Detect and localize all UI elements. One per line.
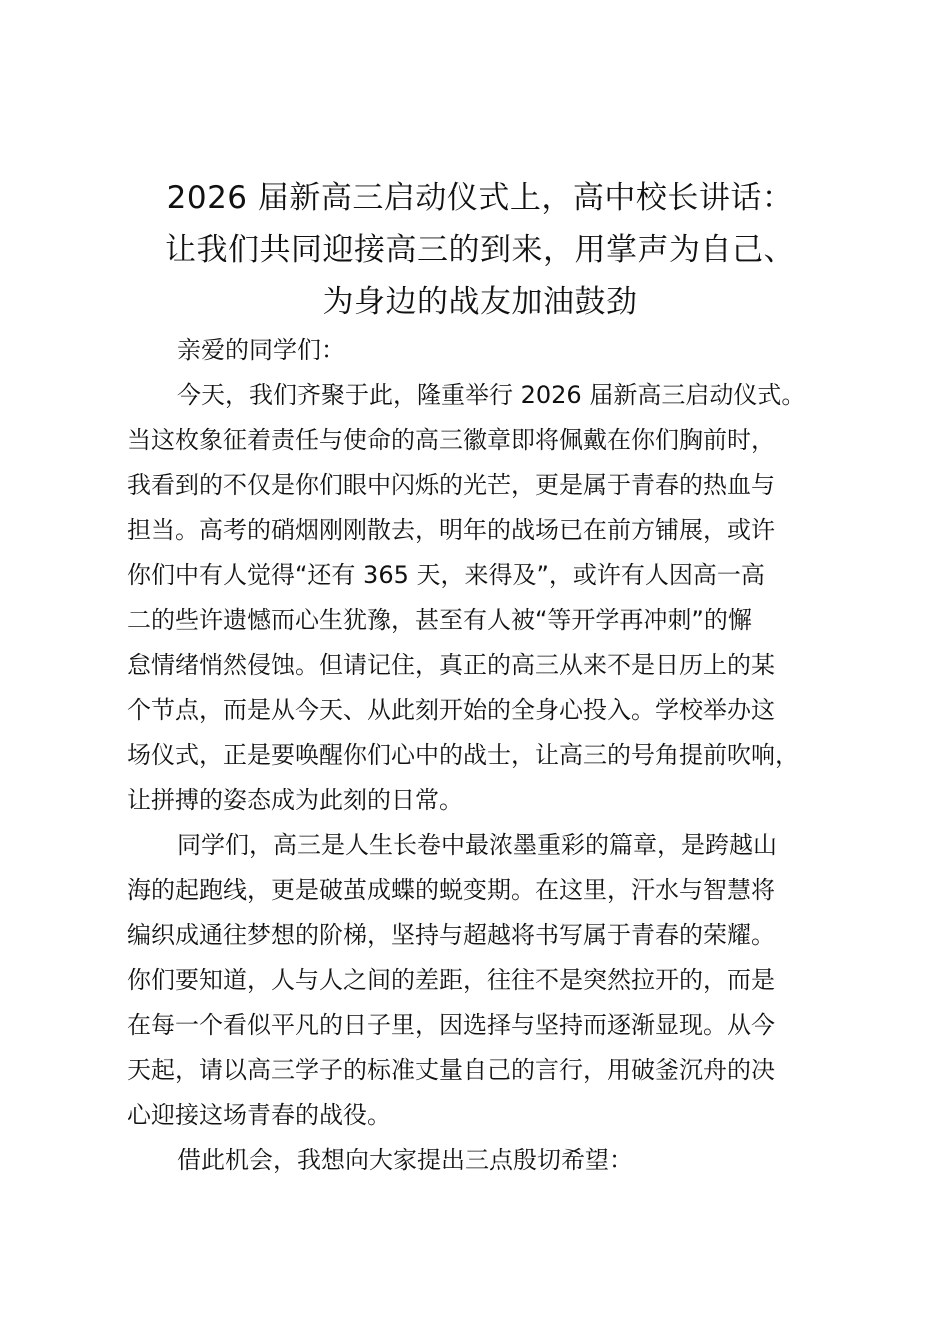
paragraph-2-line: 你们要知道，人与人之间的差距，往往不是突然拉开的，而是 xyxy=(127,966,775,994)
paragraph-1-line: 怠情绪悄然侵蚀。但请记住，真正的高三从来不是日历上的某 xyxy=(127,651,775,679)
paragraph-2-line: 在每一个看似平凡的日子里，因选择与坚持而逐渐显现。从今 xyxy=(127,1011,775,1039)
paragraph-1-line: 让拼搏的姿态成为此刻的日常。 xyxy=(127,786,463,814)
paragraph-3-line: 借此机会，我想向大家提出三点殷切希望： xyxy=(177,1146,633,1174)
paragraph-2-line: 编织成通往梦想的阶梯，坚持与超越将书写属于青春的荣耀。 xyxy=(127,921,775,949)
paragraph-2-line: 同学们，高三是人生长卷中最浓墨重彩的篇章，是跨越山 xyxy=(177,831,777,859)
paragraph-2-line: 海的起跑线，更是破茧成蝶的蜕变期。在这里，汗水与智慧将 xyxy=(127,876,775,904)
salutation: 亲爱的同学们： xyxy=(177,336,345,364)
paragraph-1-line: 担当。高考的硝烟刚刚散去，明年的战场已在前方铺展，或许 xyxy=(127,516,775,544)
document-body xyxy=(127,328,867,1183)
paragraph-1-line: 今天，我们齐聚于此，隆重举行 2026 届新高三启动仪式。 xyxy=(177,381,806,409)
title-line-1: 2026 届新高三启动仪式上，高中校长讲话： xyxy=(166,180,794,216)
document-title xyxy=(100,172,860,328)
paragraph-1-line: 我看到的不仅是你们眼中闪烁的光芒，更是属于青春的热血与 xyxy=(127,471,775,499)
paragraph-2-line: 心迎接这场青春的战役。 xyxy=(127,1101,391,1129)
paragraph-1-line: 你们中有人觉得“还有 365 天，来得及”，或许有人因高一高 xyxy=(127,561,765,589)
title-line-2: 让我们共同迎接高三的到来，用掌声为自己、 xyxy=(165,232,795,268)
paragraph-1-line: 个节点，而是从今天、从此刻开始的全身心投入。学校举办这 xyxy=(127,696,775,724)
paragraph-1-line: 当这枚象征着责任与使命的高三徽章即将佩戴在你们胸前时， xyxy=(127,426,775,454)
paragraph-2-line: 天起，请以高三学子的标准丈量自己的言行，用破釜沉舟的决 xyxy=(127,1056,775,1084)
paragraph-1-line: 二的些许遗憾而心生犹豫，甚至有人被“等开学再冲刺”的懈 xyxy=(127,606,752,634)
paragraph-1-line: 场仪式，正是要唤醒你们心中的战士，让高三的号角提前吹响， xyxy=(127,741,799,769)
title-line-3: 为身边的战友加油鼓劲 xyxy=(322,284,638,320)
